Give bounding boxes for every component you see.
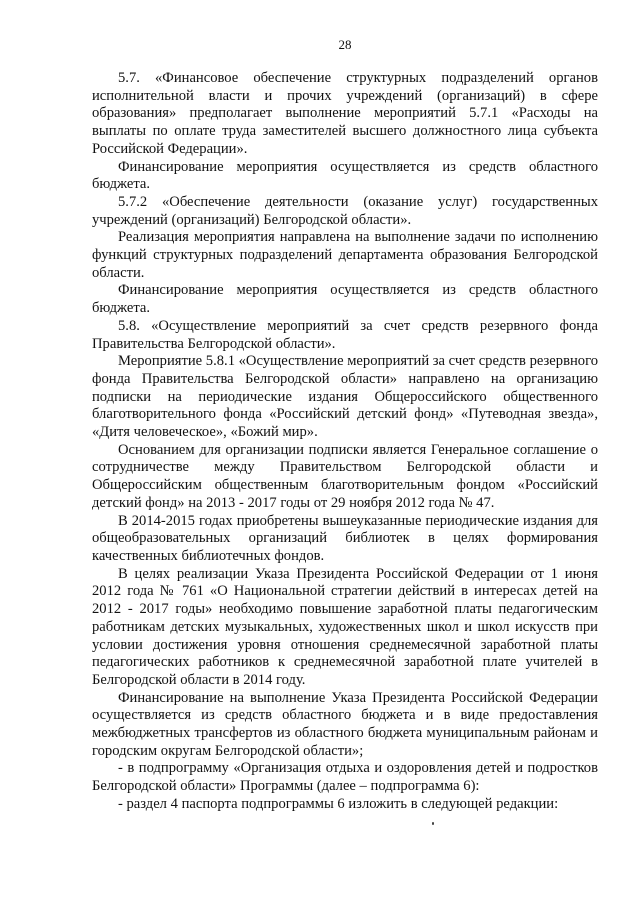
document-body bbox=[92, 70, 598, 814]
paragraph-subscription-basis: Основанием для организации подписки является Генеральное соглашение о сотрудничестве между Правительством Белгородской области и Общероссийским общественным благотворительным фондом «Российский детский фонд» на 2013 - 2017 годы от 29 ноября 2012 года № 47. bbox=[92, 441, 598, 511]
paragraph-financing-1: Финансирование мероприятия осуществляется из средств областного бюджета. bbox=[92, 158, 598, 193]
scan-speck bbox=[432, 822, 434, 825]
paragraph-financing-2: Финансирование мероприятия осуществляется из средств областного бюджета. bbox=[92, 282, 598, 317]
paragraph-section-4: - раздел 4 паспорта подпрограммы 6 изложить в следующей редакции: bbox=[118, 795, 559, 812]
paragraph-presidential-decree: В целях реализации Указа Президента Российской Федерации от 1 июня 2012 года № 761 «О Национальной стратегии действий в интересах детей на 2012 - 2017 годы» необходимо повышение заработной платы педагогическим работникам детских музыкальных, художественных школ и школ искусств при условии достижения уровня отношения среднемесячной заработной платы педагогических работников к среднемесячной заработной плате учителей в Белгородской области в 2014 году. bbox=[92, 565, 598, 688]
paragraph-subprogram-6: - в подпрограмму «Организация отдыха и оздоровления детей и подростков Белгородской области» Программы (далее – подпрограмма 6): bbox=[92, 760, 598, 795]
paragraph-2014-2015: В 2014-2015 годах приобретены вышеуказанные периодические издания для общеобразовательных организаций библиотек в целях формирования качественных библиотечных фондов. bbox=[92, 512, 598, 564]
paragraph-implementation: Реализация мероприятия направлена на выполнение задачи по исполнению функций структурных подразделений департамента образования Белгородской области. bbox=[92, 229, 598, 281]
paragraph-decree-financing: Финансирование на выполнение Указа Президента Российской Федерации осуществляется из средств областного бюджета и в виде предоставления межбюджетных трансфертов из областного бюджета муниципальным районам и городским округам Белгородской области»; bbox=[92, 689, 598, 759]
paragraph-5-8: 5.8. «Осуществление мероприятий за счет средств резервного фонда Правительства Белгородской области». bbox=[92, 317, 598, 352]
paragraph-5-7-2: 5.7.2 «Обеспечение деятельности (оказание услуг) государственных учреждений (организаций) Белгородской области». bbox=[92, 193, 598, 228]
paragraph-5-8-1: Мероприятие 5.8.1 «Осуществление мероприятий за счет средств резервного фонда Правительства Белгородской области» направлено на организацию подписки на периодические издания Общероссийского общественного благотворительного фонда «Российский детский фонд» «Путеводная звезда», «Дитя человеческое», «Божий мир». bbox=[92, 353, 598, 441]
paragraph-5-7: 5.7. «Финансовое обеспечение структурных подразделений органов исполнительной власти и прочих учреждений (организаций) в сфере образования» предполагает выполнение мероприятий 5.7.1 «Расходы на выплаты по оплате труда заместителей высшего должностного лица субъекта Российской Федерации». bbox=[92, 70, 598, 157]
page-number: 28 bbox=[338, 37, 352, 52]
